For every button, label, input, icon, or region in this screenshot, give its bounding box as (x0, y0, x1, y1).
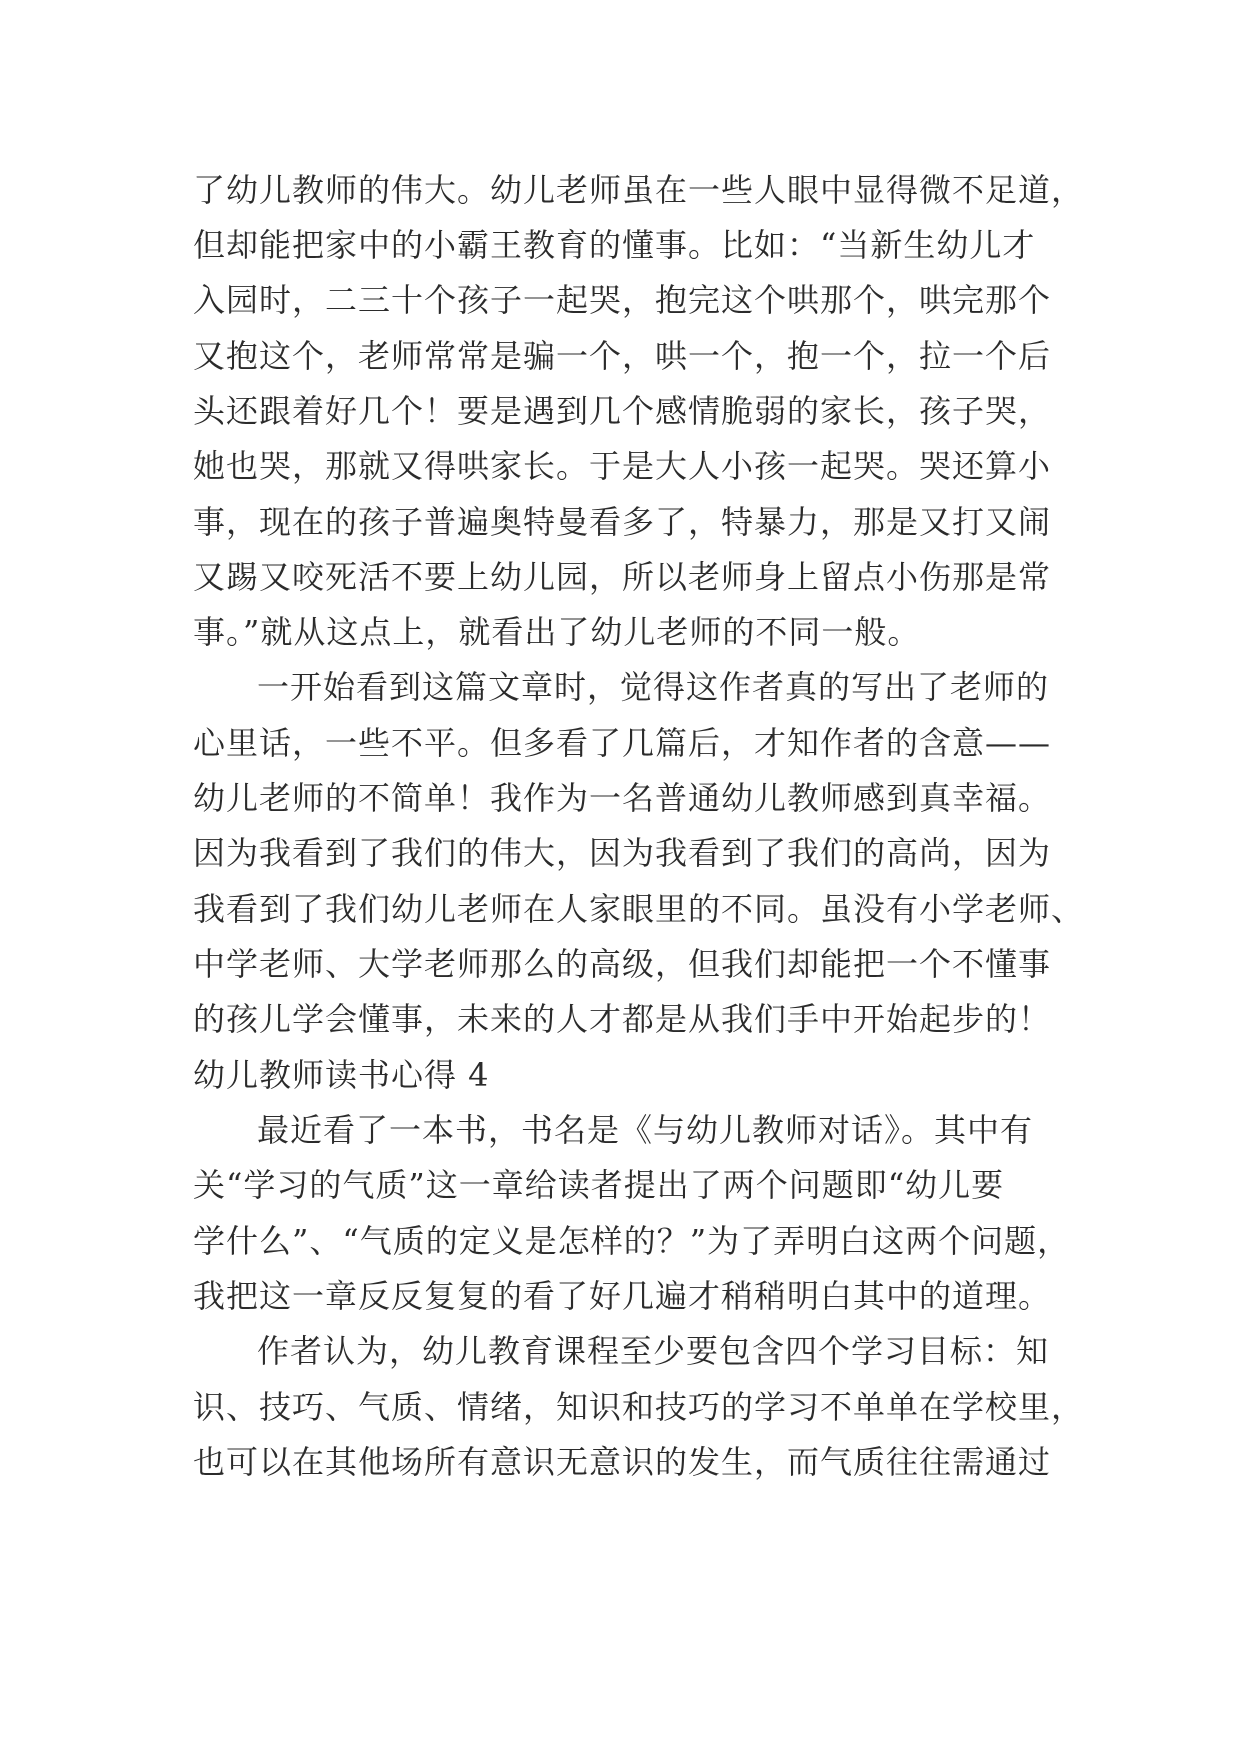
text-line: 中学老师、大学老师那么的高级，但我们却能把一个不懂事 (193, 945, 1052, 983)
text-line: 的孩儿学会懂事，未来的人才都是从我们手中开始起步的！ (193, 1000, 1052, 1038)
text-line: 我看到了我们幼儿老师在人家眼里的不同。虽没有小学老师、 (193, 890, 1085, 928)
text-line: 但却能把家中的小霸王教育的懂事。比如：“当新生幼儿才 (193, 226, 1036, 264)
text-line: 幼儿老师的不简单！我作为一名普通幼儿教师感到真幸福。 (193, 779, 1052, 817)
text-line: 识、技巧、气质、情绪，知识和技巧的学习不单单在学校里， (193, 1388, 1085, 1426)
text-line: 学什么”、“气质的定义是怎样的？”为了弄明白这两个问题， (193, 1222, 1071, 1260)
text-line: 又抱这个，老师常常是骗一个，哄一个，抱一个，拉一个后 (193, 337, 1052, 375)
section-heading: 幼儿教师读书心得 4 (193, 1056, 490, 1094)
paragraph-first-line: 最近看了一本书，书名是《与幼儿教师对话》。其中有 (257, 1111, 1034, 1149)
text-line: 我把这一章反反复复的看了好几遍才稍稍明白其中的道理。 (193, 1277, 1052, 1315)
paragraph-first-line: 作者认为，幼儿教育课程至少要包含四个学习目标：知 (257, 1332, 1050, 1370)
text-line: 也可以在其他场所有意识无意识的发生，而气质往往需通过 (193, 1443, 1052, 1481)
text-line: 入园时，二三十个孩子一起哭，抱完这个哄那个，哄完那个 (193, 281, 1052, 319)
text-line: 了幼儿教师的伟大。幼儿老师虽在一些人眼中显得微不足道， (193, 171, 1085, 209)
text-line: 关“学习的气质”这一章给读者提出了两个问题即“幼儿要 (193, 1166, 1005, 1204)
text-line: 又踢又咬死活不要上幼儿园，所以老师身上留点小伤那是常 (193, 558, 1052, 596)
text-line: 事，现在的孩子普遍奥特曼看多了，特暴力，那是又打又闹 (193, 503, 1052, 541)
text-line: 事。”就从这点上，就看出了幼儿老师的不同一般。 (193, 613, 921, 651)
text-line: 因为我看到了我们的伟大，因为我看到了我们的高尚，因为 (193, 834, 1052, 872)
text-line: 头还跟着好几个！要是遇到几个感情脆弱的家长，孩子哭， (193, 392, 1052, 430)
text-line: 心里话，一些不平。但多看了几篇后，才知作者的含意—— (193, 724, 1052, 762)
text-line: 她也哭，那就又得哄家长。于是大人小孩一起哭。哭还算小 (193, 447, 1052, 485)
paragraph-first-line: 一开始看到这篇文章时，觉得这作者真的写出了老师的 (257, 668, 1050, 706)
